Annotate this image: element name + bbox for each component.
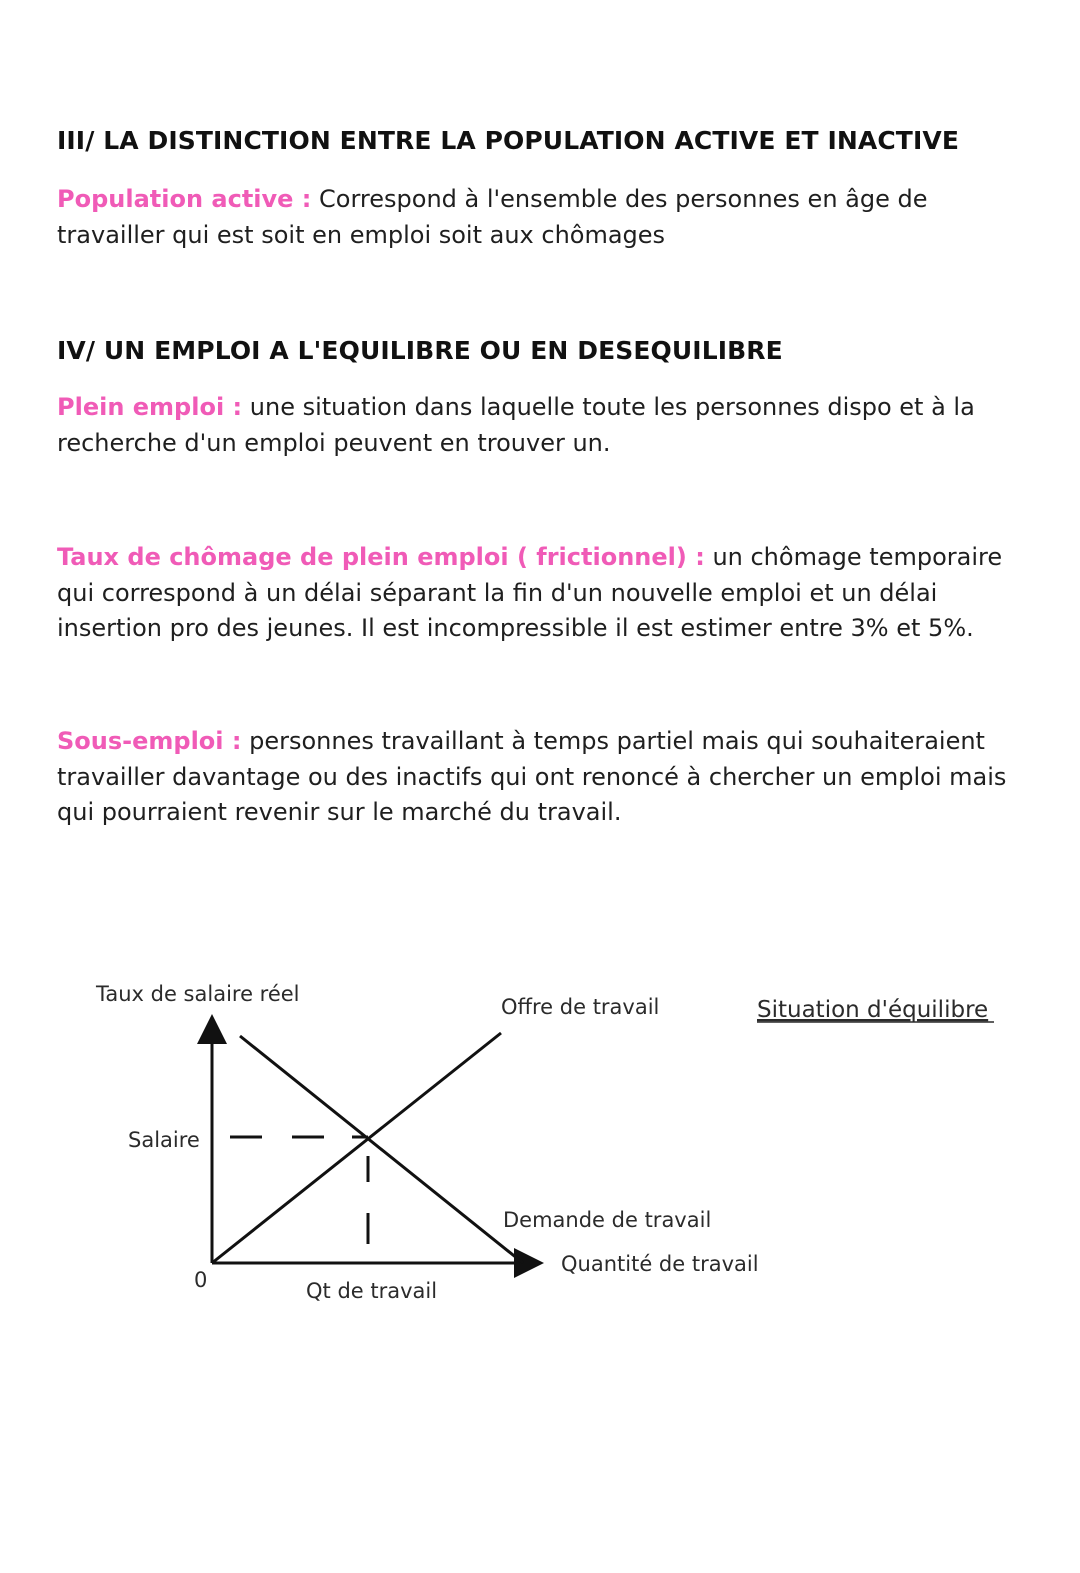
term-population-active: Population active :	[57, 185, 312, 213]
diagram-title: Situation d'équilibre	[757, 997, 989, 1023]
term-sous-emploi: Sous-emploi :	[57, 727, 242, 755]
y-axis-label: Taux de salaire réel	[96, 982, 300, 1006]
origin-label: 0	[194, 1268, 208, 1292]
definition-text: Correspond à l'ensemble des personnes en âge de travailler qui est soit en emploi soit aux chômages	[57, 185, 928, 249]
definition-text: un chômage temporaire qui correspond à un délai séparant la fin d'un nouvelle emploi et un délai insertion pro des jeunes. Il est incompressible il est estimer entre 3% et 5%.	[57, 543, 1003, 642]
supply-label: Offre de travail	[501, 995, 660, 1019]
term-plein-emploi: Plein emploi :	[57, 393, 243, 421]
demand-label: Demande de travail	[503, 1208, 712, 1232]
x-axis-label: Quantité de travail	[561, 1252, 759, 1276]
section-heading-iii: III/ LA DISTINCTION ENTRE LA POPULATION ACTIVE ET INACTIVE	[57, 126, 959, 155]
equilibrium-quantity-label: Qt de travail	[306, 1279, 438, 1303]
definition-text: une situation dans laquelle toute les personnes dispo et à la recherche d'un emploi peuvent en trouver un.	[57, 393, 975, 457]
supply-curve	[212, 1033, 501, 1263]
demand-curve	[240, 1036, 523, 1263]
term-chomage-frictionnel: Taux de chômage de plein emploi ( frictionnel) :	[57, 543, 705, 571]
equilibrium-wage-label: Salaire	[128, 1128, 200, 1152]
section-heading-iv: IV/ UN EMPLOI A L'EQUILIBRE OU EN DESEQUILIBRE	[57, 336, 783, 365]
definition-text: personnes travaillant à temps partiel mais qui souhaiteraient travailler davantage ou des inactifs qui ont renoncé à chercher un emploi mais qui pourraient revenir sur le marché du travail.	[57, 727, 1007, 826]
